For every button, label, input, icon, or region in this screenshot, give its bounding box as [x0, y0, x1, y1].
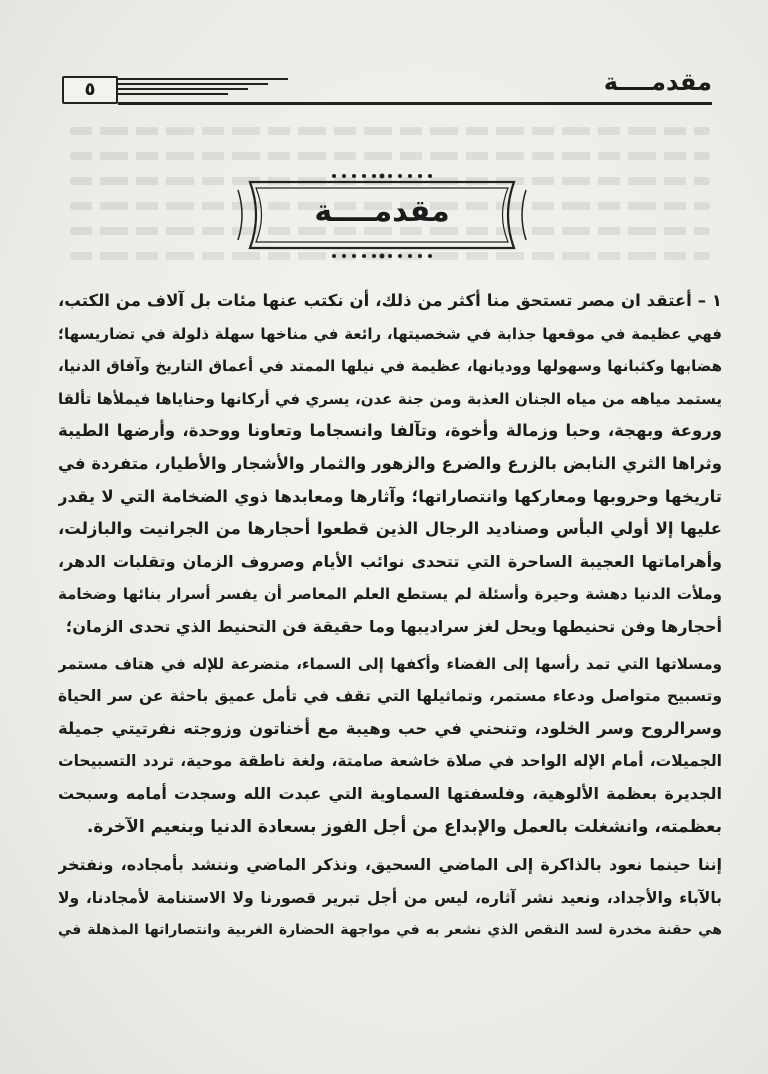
page-number: ٥: [84, 79, 96, 100]
text-line: وتسبيح متواصل ودعاء مستمر، وتماثيلها التي تقف في تأمل عميق باحثة عن سر الحياة: [58, 687, 722, 706]
paragraph-1: [58, 285, 722, 644]
text-line: أحجارها وفن تحنيطها ويحل لغز سراديبها وما حقيقة فن التحنيط الذي تحدى الزمان؛: [65, 616, 722, 636]
body-text: [58, 285, 722, 947]
text-line: بعظمته، وانشغلت بالعمل والإبداع من أجل الفوز بسعادة الدنيا وبنعيم الآخرة.: [86, 816, 722, 837]
text-line: وسرالروح وسر الخلود، وتنحني في حب وهيبة مع أخناتون وزوجته نفرتيتي جميلة: [58, 718, 722, 738]
page-header: [62, 68, 712, 106]
text-line: هي حقنة مخدرة لسد النقص الذي نشعر به في مواجهة الحضارة الغربية وانتصاراتها المذهلة في: [58, 922, 722, 939]
page-number-box: [62, 76, 118, 104]
running-title: مقدمــــة: [603, 68, 712, 96]
text-line: وروعة وبهجة، وحبا وزمالة وأخوة، وتآلفا وانسجاما وتعاونا ووحدة، وأرضها الطيبة: [58, 421, 722, 441]
section-title-frame: [232, 168, 532, 263]
text-line: ١ – أعتقد ان مصر تستحق منا أكثر من ذلك، أن نكتب عنها مئات بل آلاف من الكتب،: [58, 291, 722, 310]
header-rule: [118, 102, 712, 105]
text-line: ومسلاتها التي تمد رأسها إلى الفضاء وأكفها إلى السماء، متضرعة للإله في هتاف مستمر: [58, 654, 722, 673]
paragraph-3: [58, 849, 722, 947]
text-line: الجديرة بعظمة الألوهية، وفلسفتها السماوية التي عبدت الله وسجدت أمامه وسبحت: [58, 783, 722, 803]
text-line: فهي عظيمة في موقعها جذابة في شخصيتها، رائعة في مناخها سهلة ذلولة في تضاريسها؛: [58, 324, 722, 343]
text-line: عليها إلا أولي البأس وصناديد الرجال الذين قطعوا أحجارها من الجرانيت والبازلت،: [58, 519, 722, 539]
text-line: وملأت الدنيا دهشة وحيرة وأسئلة لم يستطع العلم المعاصر أن يفسر أسرار بنائها وضخامة: [58, 585, 722, 604]
text-line: الجميلات، أمام الإله الواحد في صلاة خاشعة صامتة، ولغة ناطقة موحية، تردد التسبيحات: [58, 752, 722, 771]
text-line: تاريخها وحروبها ومعاركها وانتصاراتها؛ وآثارها ومعابدها ذوي الضخامة التي لا يقدر: [58, 486, 722, 506]
text-line: هضابها وكثبانها وسهولها ووديانها، عظيمة في نيلها الممتد في أعماق التاريخ وآفاق الدنيا،: [58, 357, 722, 376]
text-line: يستمد مياهه من مياه الجنان العذبة ومن جنة عدن، يسري في أركانها وحناياها فيملأها تألقا: [58, 389, 722, 408]
text-line: إننا حينما نعود بالذاكرة إلى الماضي السحيق، ونذكر الماضي وننشد بأمجاده، ونفتخر: [58, 855, 722, 875]
header-ornament-bars: [118, 78, 288, 100]
text-line: وثراها الثري النابض بالزرع والضرع والزهور والثمار والأشجار والأطيار، متفردة في: [58, 453, 722, 473]
section-title: مقدمــــة: [314, 194, 450, 229]
paragraph-2: [58, 648, 722, 844]
text-line: وأهراماتها العجيبة الساحرة التي تتحدى نوائب الأيام وصروف الزمان وتقلبات الدهر،: [58, 551, 722, 571]
text-line: بالآباء والأجداد، ونعيد نشر آثاره، ليس من أجل تبرير قصورنا ولا الاستنامة لأمجادنا، ولا: [58, 888, 722, 907]
